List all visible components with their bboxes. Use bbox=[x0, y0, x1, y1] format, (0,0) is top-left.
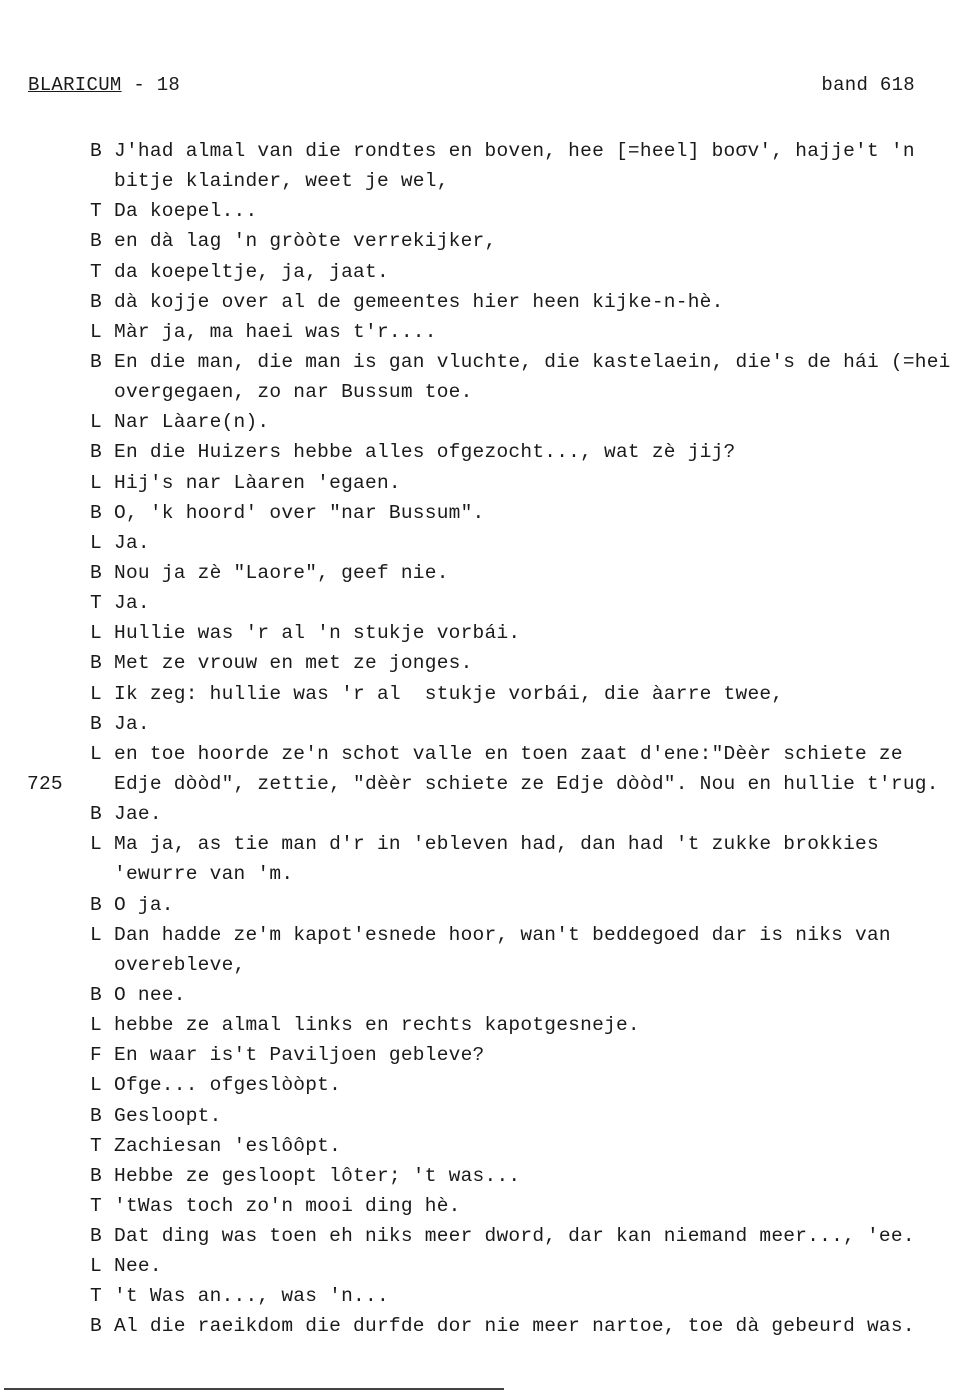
speaker-label: L bbox=[90, 1255, 102, 1278]
transcript-line bbox=[0, 950, 973, 980]
line-text: Ofge... ofgeslòòpt. bbox=[114, 1074, 342, 1097]
speaker-label: B bbox=[90, 561, 102, 584]
line-text: O nee. bbox=[114, 983, 186, 1006]
transcript-line bbox=[0, 769, 973, 799]
transcript-line bbox=[0, 1161, 973, 1191]
transcript-line bbox=[0, 347, 973, 377]
line-text: Nar Làare(n). bbox=[114, 411, 270, 434]
line-text: overebleve, bbox=[114, 953, 246, 976]
line-text: Edje dòòd", zettie, "dèèr schiete ze Edje dòòd". Nou en hullie t'rug. bbox=[114, 772, 939, 795]
line-text: En die man, die man is gan vluchte, die kastelaein, die's de hái (=hei bbox=[114, 350, 951, 373]
line-text: Jae. bbox=[114, 803, 162, 826]
line-text: Hullie was 'r al 'n stukje vorbái. bbox=[114, 622, 521, 645]
transcript-line bbox=[0, 1251, 973, 1281]
transcript-line bbox=[0, 1010, 973, 1040]
line-text: Hij's nar Làaren 'egaen. bbox=[114, 471, 401, 494]
transcript-line bbox=[0, 377, 973, 407]
speaker-label: B bbox=[90, 712, 102, 735]
line-text: bitje klainder, weet je wel, bbox=[114, 170, 449, 193]
line-text: En die Huizers hebbe alles ofgezocht..., wat zè jij? bbox=[114, 441, 736, 464]
line-text: En waar is't Paviljoen gebleve? bbox=[114, 1044, 485, 1067]
speaker-label: B bbox=[90, 1164, 102, 1187]
transcript-line bbox=[0, 437, 973, 467]
speaker-label: B bbox=[90, 1315, 102, 1338]
speaker-label: L bbox=[90, 1074, 102, 1097]
transcript-line bbox=[0, 1281, 973, 1311]
speaker-label: L bbox=[90, 1014, 102, 1037]
transcript-line bbox=[0, 317, 973, 347]
speaker-label: T bbox=[90, 200, 102, 223]
line-text: Màr ja, ma haei was t'r.... bbox=[114, 320, 437, 343]
transcript-line bbox=[0, 1040, 973, 1070]
speaker-label: T bbox=[90, 1285, 102, 1308]
header-band: band 618 bbox=[821, 74, 915, 96]
line-text: O ja. bbox=[114, 893, 174, 916]
transcript-line bbox=[0, 1070, 973, 1100]
bottom-rule bbox=[4, 1388, 504, 1390]
speaker-label: B bbox=[90, 1104, 102, 1127]
transcript-line bbox=[0, 1191, 973, 1221]
speaker-label: L bbox=[90, 531, 102, 554]
line-text: Ja. bbox=[114, 592, 150, 615]
line-text: en dà lag 'n gròòte verrekijker, bbox=[114, 230, 497, 253]
transcript-line bbox=[0, 528, 973, 558]
transcript-line bbox=[0, 859, 973, 889]
transcript-line bbox=[0, 920, 973, 950]
transcript-line bbox=[0, 799, 973, 829]
line-text: dà kojje over al de gemeentes hier heen kijke-n-hè. bbox=[114, 290, 724, 313]
speaker-label: B bbox=[90, 652, 102, 675]
speaker-label: B bbox=[90, 983, 102, 1006]
transcript-line bbox=[0, 166, 973, 196]
speaker-label: L bbox=[90, 682, 102, 705]
line-text: Dat ding was toen eh niks meer dword, dar kan niemand meer..., 'ee. bbox=[114, 1225, 915, 1248]
transcript-line bbox=[0, 558, 973, 588]
speaker-label: L bbox=[90, 471, 102, 494]
speaker-label: B bbox=[90, 140, 102, 162]
speaker-label: B bbox=[90, 893, 102, 916]
line-text: Nou ja zè "Laore", geef nie. bbox=[114, 561, 449, 584]
speaker-label: L bbox=[90, 622, 102, 645]
speaker-label: T bbox=[90, 1134, 102, 1157]
speaker-label: L bbox=[90, 320, 102, 343]
transcript-line bbox=[0, 588, 973, 618]
transcript-line bbox=[0, 468, 973, 498]
header-place-name: BLARICUM bbox=[28, 74, 122, 96]
line-text: hebbe ze almal links en rechts kapotgesneje. bbox=[114, 1014, 640, 1037]
line-text: Nee. bbox=[114, 1255, 162, 1278]
speaker-label: T bbox=[90, 1194, 102, 1217]
line-text: Ma ja, as tie man d'r in 'ebleven had, dan had 't zukke brokkies bbox=[114, 833, 879, 856]
speaker-label: L bbox=[90, 833, 102, 856]
transcript-line bbox=[0, 829, 973, 859]
speaker-label: B bbox=[90, 230, 102, 253]
transcript-line bbox=[0, 136, 973, 166]
speaker-label: B bbox=[90, 501, 102, 524]
line-text: Hebbe ze gesloopt lôter; 't was... bbox=[114, 1164, 521, 1187]
line-text: O, 'k hoord' over "nar Bussum". bbox=[114, 501, 485, 524]
transcript-line bbox=[0, 1101, 973, 1131]
speaker-label: L bbox=[90, 923, 102, 946]
transcript-line bbox=[0, 498, 973, 528]
line-text: J'had almal van die rondtes en boven, hee [=heel] boσv', hajje't 'n bbox=[114, 140, 915, 162]
line-text: Ja. bbox=[114, 531, 150, 554]
transcript-line bbox=[0, 980, 973, 1010]
transcript-lines bbox=[0, 136, 973, 1342]
line-text: 't Was an..., was 'n... bbox=[114, 1285, 389, 1308]
line-text: Al die raeikdom die durfde dor nie meer nartoe, toe dà gebeurd was. bbox=[114, 1315, 915, 1338]
transcript-line bbox=[0, 709, 973, 739]
line-text: Da koepel... bbox=[114, 200, 258, 223]
transcript-line bbox=[0, 407, 973, 437]
transcript-line bbox=[0, 1311, 973, 1341]
speaker-label: T bbox=[90, 592, 102, 615]
transcript-line bbox=[0, 257, 973, 287]
margin-number: 725 bbox=[27, 772, 63, 795]
transcript-line bbox=[0, 739, 973, 769]
line-text: Ik zeg: hullie was 'r al stukje vorbái, die àarre twee, bbox=[114, 682, 784, 705]
transcript-line bbox=[0, 648, 973, 678]
header-page-number: - 18 bbox=[121, 74, 181, 96]
transcript-line bbox=[0, 679, 973, 709]
line-text: en toe hoorde ze'n schot valle en toen zaat d'ene:"Dèèr schiete ze bbox=[114, 742, 903, 765]
speaker-label: F bbox=[90, 1044, 102, 1067]
line-text: Dan hadde ze'm kapot'esnede hoor, wan't beddegoed dar is niks van bbox=[114, 923, 891, 946]
speaker-label: B bbox=[90, 350, 102, 373]
line-text: Met ze vrouw en met ze jonges. bbox=[114, 652, 473, 675]
line-text: 'tWas toch zo'n mooi ding hè. bbox=[114, 1194, 461, 1217]
speaker-label: L bbox=[90, 742, 102, 765]
transcript-line bbox=[0, 890, 973, 920]
transcript-line bbox=[0, 287, 973, 317]
speaker-label: T bbox=[90, 260, 102, 283]
transcript-line bbox=[0, 618, 973, 648]
speaker-label: B bbox=[90, 290, 102, 313]
line-text: overgegaen, zo nar Bussum toe. bbox=[114, 381, 473, 404]
line-text: Gesloopt. bbox=[114, 1104, 222, 1127]
line-text: Ja. bbox=[114, 712, 150, 735]
speaker-label: B bbox=[90, 1225, 102, 1248]
speaker-label: B bbox=[90, 441, 102, 464]
transcript-line bbox=[0, 1131, 973, 1161]
line-text: da koepeltje, ja, jaat. bbox=[114, 260, 389, 283]
transcript-line bbox=[0, 196, 973, 226]
transcript-line bbox=[0, 1221, 973, 1251]
transcript-line bbox=[0, 226, 973, 256]
speaker-label: B bbox=[90, 803, 102, 826]
line-text: Zachiesan 'eslôôpt. bbox=[114, 1134, 342, 1157]
header-place bbox=[28, 74, 180, 96]
line-text: 'ewurre van 'm. bbox=[114, 863, 294, 886]
speaker-label: L bbox=[90, 411, 102, 434]
